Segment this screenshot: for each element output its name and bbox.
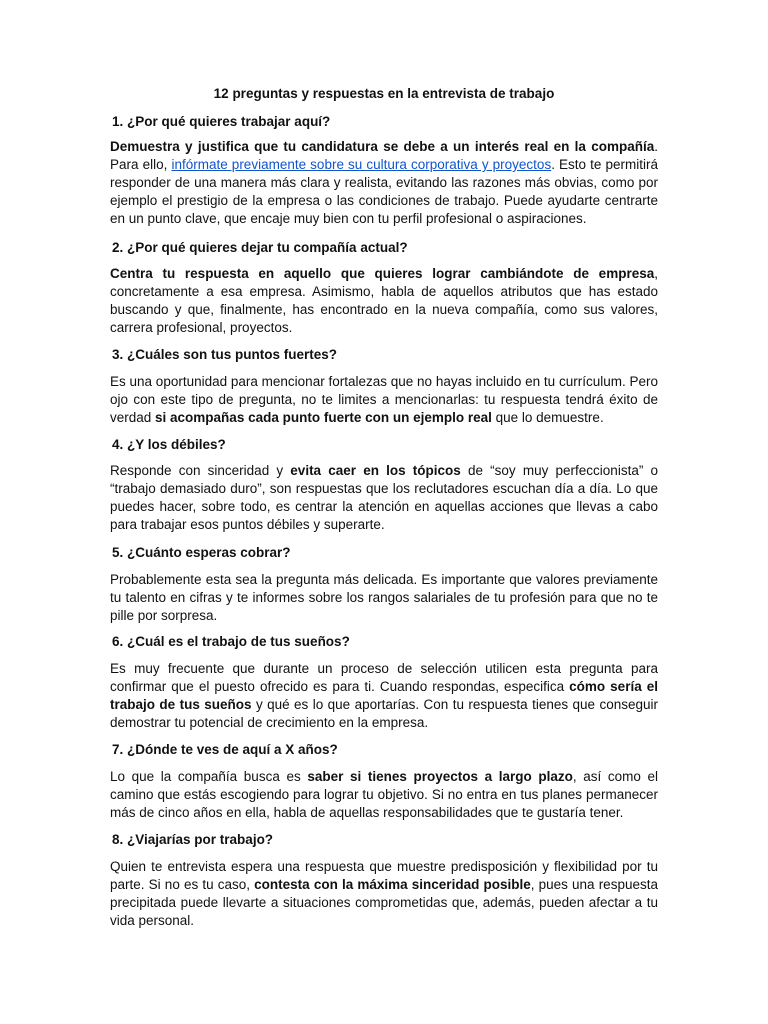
- answer-1-text-a: . Para ello,: [110, 139, 658, 172]
- answer-4-text-b: de “soy muy perfeccionista” o “trabajo demasiado duro”, son respuestas que los reclutadores escuchan día a día. Lo que puedes hacer, sobre todo, es centrar la atención en aquellas acciones que llevas a cabo para trabajar esos puntos débiles y superarte.: [110, 463, 659, 532]
- question-7: 7. ¿Dónde te ves de aquí a X años?: [112, 742, 338, 757]
- question-6: 6. ¿Cuál es el trabajo de tus sueños?: [112, 634, 350, 649]
- question-5: 5. ¿Cuánto esperas cobrar?: [112, 545, 291, 560]
- answer-2-text-a: , concretamente a esa empresa. Asimismo, habla de aquellos atributos que has estado buscando y que, finalmente, has encontrado en la nueva compañía, como sus valores, carrera profesional, proyectos.: [110, 266, 658, 335]
- answer-6-text-a: Es muy frecuente que durante un proceso de selección utilicen esta pregunta para confirmar que el puesto ofrecido es para ti. Cuando respondas, especifica: [110, 661, 658, 694]
- answer-4: [110, 462, 658, 534]
- answer-5-text-a: Probablemente esta sea la pregunta más delicada. Es importante que valores previamente tu talento en cifras y te informes sobre los rangos salariales de tu profesión para que no te pille por sorpresa.: [110, 572, 658, 623]
- answer-1: [110, 138, 658, 228]
- answer-3: [110, 373, 658, 427]
- answer-7-emphasis: saber si tienes proyectos a largo plazo: [307, 769, 573, 784]
- question-3: 3. ¿Cuáles son tus puntos fuertes?: [112, 347, 338, 362]
- answer-3-text-b: que lo demuestre.: [491, 410, 604, 425]
- answer-6-emphasis: cómo sería el trabajo de tus sueños: [110, 679, 659, 712]
- document-title: 12 preguntas y respuestas en la entrevista de trabajo: [213, 86, 555, 101]
- answer-5: [110, 571, 658, 625]
- answer-8-emphasis: contesta con la máxima sinceridad posible: [254, 877, 531, 892]
- answer-1-text-b: . Esto te permitirá responder de una manera más clara y realista, evitando las razones más obvias, como por ejemplo el prestigio de la empresa o las condiciones de trabajo. Puede ayudarte centrarte en un punto clave, que encaje muy bien con tu perfil profesional o aspiraciones.: [110, 157, 658, 226]
- answer-2-emphasis: Centra tu respuesta en aquello que quieres lograr cambiándote de empresa: [110, 266, 655, 281]
- question-4: 4. ¿Y los débiles?: [112, 437, 226, 452]
- answer-8-text-a: Quien te entrevista espera una respuesta que muestre predisposición y flexibilidad por tu parte. Si no es tu caso,: [110, 859, 658, 892]
- answer-6-text-b: y qué es lo que aportarías. Con tu respuesta tienes que conseguir demostrar tu potencial de crecimiento en la empresa.: [110, 697, 658, 730]
- answer-3-emphasis: si acompañas cada punto fuerte con un ejemplo real: [155, 410, 492, 425]
- answer-7: [110, 768, 658, 822]
- answer-6: [110, 660, 658, 732]
- answer-8: [110, 858, 658, 930]
- answer-4-emphasis: evita caer en los tópicos: [290, 463, 461, 478]
- culture-link[interactable]: infórmate previamente sobre su cultura corporativa y proyectos: [171, 157, 552, 172]
- answer-7-text-a: Lo que la compañía busca es: [110, 769, 308, 784]
- answer-2: [110, 265, 658, 337]
- question-2: 2. ¿Por qué quieres dejar tu compañía actual?: [112, 240, 408, 255]
- question-8: 8. ¿Viajarías por trabajo?: [112, 832, 274, 847]
- answer-4-text-a: Responde con sinceridad y: [110, 463, 291, 478]
- answer-7-text-b: , así como el camino que estás escogiendo para lograr tu objetivo. Si no entra en tus planes permanecer más de cinco años en ella, habla de aquellas responsabilidades que te gustaría tener.: [110, 769, 659, 820]
- answer-8-text-b: , pues una respuesta precipitada puede llevarte a situaciones comprometidas que, además, pueden afectar a tu vida personal.: [110, 877, 658, 928]
- question-1: 1. ¿Por qué quieres trabajar aquí?: [112, 114, 331, 129]
- answer-3-text-a: Es una oportunidad para mencionar fortalezas que no hayas incluido en tu currículum. Pero ojo con este tipo de pregunta, no te limites a mencionarlas: tu respuesta tendrá éxito de verdad: [110, 374, 658, 425]
- answer-1-emphasis: Demuestra y justifica que tu candidatura se debe a un interés real en la compañía: [110, 139, 655, 154]
